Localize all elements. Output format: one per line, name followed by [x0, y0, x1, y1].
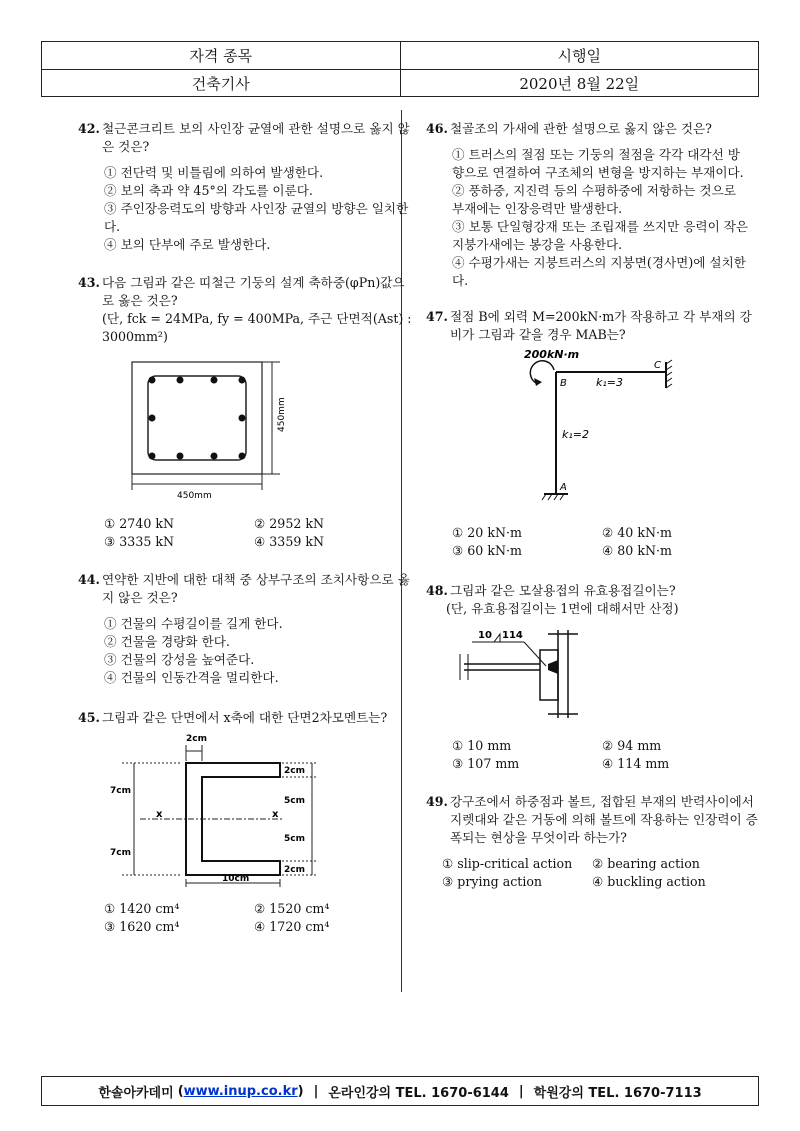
question-44 [78, 571, 413, 687]
dim-left-1: 7cm [110, 786, 131, 796]
question-number: 48. [426, 583, 448, 598]
left-column [78, 120, 413, 936]
question-text: 절점 B에 외력 M=200kN·m가 작용하고 각 부재의 강비가 그림과 같을 경우 MAB는? [450, 309, 752, 342]
question-43 [78, 274, 413, 551]
option[interactable]: ④ 1720 cm⁴ [254, 919, 330, 934]
question-number: 47. [426, 309, 448, 324]
moment-label: 200kN·m [524, 348, 580, 361]
header-table [41, 41, 759, 97]
option[interactable]: ④ 수평가새는 지붕트러스의 지붕면(경사면)에 설치한다. [452, 255, 746, 288]
option[interactable]: ② 풍하중, 지진력 등의 수평하중에 저항하는 것으로 부재에는 인장응력만 발생한다. [452, 183, 736, 216]
dim-bottom: 10cm [222, 874, 250, 884]
option-list [78, 615, 413, 687]
date-label: 시행일 [400, 42, 759, 69]
option[interactable]: ① 전단력 및 비틀림에 의하여 발생한다. [104, 165, 324, 180]
question-text: 철골조의 가새에 관한 설명으로 옳지 않은 것은? [450, 121, 712, 136]
question-text: 다음 그림과 같은 띠철근 기둥의 설계 축하중(φPn)값으로 옳은 것은? [102, 275, 405, 308]
question-condition: (단, 유효용접길이는 1면에 대해서만 산정) [446, 601, 679, 616]
dim-left-2: 7cm [110, 848, 131, 858]
question-text: 강구조에서 하중점과 볼트, 접합된 부재의 반력사이에서 지렛대와 같은 거동에 의해 볼트에 작용하는 인장력이 증폭되는 현상을 무엇이라 하는가? [450, 794, 758, 845]
dim-right-3: 5cm [284, 834, 305, 844]
height-dim: 450mm [277, 397, 287, 432]
option[interactable]: ① 2740 kN [104, 516, 174, 531]
separator: | [518, 1083, 524, 1099]
separator: | [313, 1083, 319, 1099]
academy-link[interactable]: www.inup.co.kr [183, 1083, 298, 1099]
question-48 [426, 582, 761, 773]
column-section-figure [122, 352, 332, 502]
option[interactable]: ③ prying action [442, 874, 543, 889]
option[interactable]: ④ 건물의 인동간격을 멀리한다. [104, 670, 279, 685]
option[interactable]: ① 20 kN·m [452, 525, 522, 540]
question-text: 그림과 같은 단면에서 x축에 대한 단면2차모멘트는? [102, 710, 388, 725]
dim-top: 2cm [186, 734, 207, 744]
node-b: B [560, 378, 567, 389]
axis-x-left: x [156, 809, 163, 820]
option-list [426, 737, 761, 773]
subject-label: 자격 종목 [189, 47, 253, 65]
question-number: 49. [426, 794, 448, 809]
option[interactable]: ④ 3359 kN [254, 534, 324, 549]
axis-x-right: x [272, 809, 279, 820]
option[interactable]: ② 94 mm [602, 738, 662, 753]
online-phone: 온라인강의 TEL. 1670-6144 [328, 1085, 509, 1101]
subject-value: 건축기사 [191, 75, 250, 93]
option[interactable]: ② bearing action [592, 856, 700, 871]
question-number: 44. [78, 572, 100, 587]
question-number: 43. [78, 275, 100, 290]
fillet-weld-figure [448, 624, 608, 724]
option[interactable]: ② 40 kN·m [602, 525, 672, 540]
dim-right-4: 2cm [284, 865, 305, 875]
dim-right-1: 2cm [284, 766, 305, 776]
option[interactable]: ② 건물을 경량화 한다. [104, 634, 230, 649]
option[interactable]: ② 2952 kN [254, 516, 324, 531]
option[interactable]: ④ 보의 단부에 주로 발생한다. [104, 237, 271, 252]
node-a: A [560, 482, 567, 493]
option[interactable]: ③ 60 kN·m [452, 543, 522, 558]
option[interactable]: ① 1420 cm⁴ [104, 901, 180, 916]
question-text: 연약한 지반에 대한 대책 중 상부구조의 조치사항으로 옳지 않은 것은? [102, 572, 410, 605]
option[interactable]: ① 건물의 수평길이를 길게 한다. [104, 616, 283, 631]
node-c: C [654, 360, 661, 371]
option[interactable]: ③ 107 mm [452, 756, 520, 771]
question-47 [426, 308, 761, 560]
channel-section-figure [82, 731, 342, 889]
option[interactable]: ③ 주인장응력도의 방향과 사인장 균열의 방향은 일치한다. [104, 201, 409, 234]
option[interactable]: ③ 건물의 강성을 높여준다. [104, 652, 255, 667]
question-text: 철근콘크리트 보의 사인장 균열에 관한 설명으로 옳지 않은 것은? [102, 121, 410, 154]
question-49 [426, 793, 761, 891]
weld-size: 10 [478, 630, 492, 641]
option[interactable]: ③ 3335 kN [104, 534, 174, 549]
option[interactable]: ④ buckling action [592, 874, 706, 889]
question-text: 그림과 같은 모살용접의 유효용접길이는? [450, 583, 676, 598]
k-column: k₁=2 [562, 428, 589, 441]
option[interactable]: ④ 80 kN·m [602, 543, 672, 558]
option[interactable]: ① 10 mm [452, 738, 512, 753]
option[interactable]: ③ 1620 cm⁴ [104, 919, 180, 934]
option-list [426, 855, 761, 891]
question-46 [426, 120, 761, 290]
question-number: 42. [78, 121, 100, 136]
right-column [426, 120, 761, 891]
option-list [78, 164, 413, 254]
offline-phone: 학원강의 TEL. 1670-7113 [533, 1085, 702, 1101]
question-number: 45. [78, 710, 100, 725]
option[interactable]: ① slip-critical action [442, 856, 573, 871]
question-45 [78, 709, 413, 936]
width-dim: 450mm [177, 491, 212, 501]
frame-figure [476, 346, 736, 511]
option[interactable]: ② 보의 축과 약 45°의 각도를 이룬다. [104, 183, 313, 198]
academy-name: 한솔아카데미 [98, 1085, 174, 1101]
question-number: 46. [426, 121, 448, 136]
k-beam: k₁=3 [596, 376, 623, 389]
date-value: 2020년 8월 22일 [400, 70, 759, 97]
option[interactable]: ② 1520 cm⁴ [254, 901, 330, 916]
option[interactable]: ③ 보통 단일형강재 또는 조립재를 쓰지만 응력이 작은 지붕가새에는 봉강을 사용한다. [452, 219, 749, 252]
option[interactable]: ④ 114 mm [602, 756, 670, 771]
option-list [426, 524, 761, 560]
weld-length: 114 [502, 630, 523, 641]
option-list [78, 515, 413, 551]
question-condition: (단, fck = 24MPa, fy = 400MPa, 주근 단면적(Ast) : 3000mm²) [102, 311, 412, 344]
footer: 한솔아카데미 (www.inup.co.kr) | 온라인강의 TEL. 1670-6144 | 학원강의 TEL. 1670-7113 [41, 1076, 759, 1106]
question-42 [78, 120, 413, 254]
option[interactable]: ① 트러스의 절점 또는 기둥의 절점을 각각 대각선 방향으로 연결하여 구조체의 변형을 방지하는 부재이다. [452, 147, 744, 180]
option-list [78, 900, 413, 936]
dim-right-2: 5cm [284, 796, 305, 806]
option-list [426, 146, 761, 290]
